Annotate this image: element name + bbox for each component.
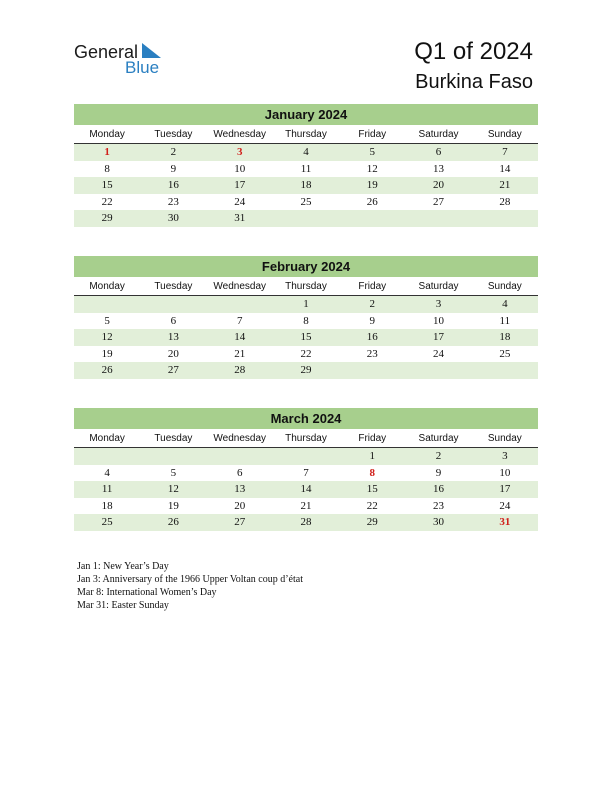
day-cell: 8	[303, 314, 309, 327]
day-cell: 29	[366, 516, 378, 528]
day-cell: 16	[167, 179, 179, 191]
day-cell: 12	[167, 483, 179, 495]
day-cell: 15	[366, 483, 378, 495]
day-cell: 13	[167, 331, 179, 343]
day-cell: 10	[234, 162, 246, 175]
weekday-label: Monday	[89, 281, 125, 292]
weekday-label: Saturday	[418, 281, 459, 292]
month-title: March 2024	[74, 408, 538, 429]
weekday-label: Monday	[89, 129, 125, 140]
day-cell: 19	[167, 499, 179, 512]
day-cell: 28	[499, 195, 511, 208]
brand-logo	[74, 40, 184, 80]
day-cell	[140, 296, 206, 313]
day-cell: 27	[433, 195, 445, 208]
weekday-label: Thursday	[285, 281, 327, 292]
day-cell: 15	[300, 331, 312, 343]
day-cell: 14	[300, 483, 312, 495]
day-cell: 15	[101, 179, 113, 191]
week-row	[74, 296, 538, 313]
logo-triangle-icon	[142, 43, 162, 59]
day-cell: 19	[366, 179, 378, 191]
day-cell: 18	[499, 331, 511, 343]
day-cell	[405, 362, 471, 379]
day-cell: 23	[366, 347, 378, 360]
day-cell: 21	[234, 347, 246, 360]
day-cell: 22	[366, 499, 378, 512]
logo-general-text: General	[74, 42, 139, 62]
day-cell: 8	[104, 162, 110, 175]
day-cell: 23	[167, 195, 179, 208]
day-cell: 12	[101, 331, 113, 343]
weekday-label: Sunday	[487, 281, 522, 292]
day-cell: 11	[300, 162, 312, 175]
week-row	[74, 498, 538, 515]
day-cell: 18	[101, 499, 113, 512]
week-row	[74, 210, 538, 227]
day-cell: 7	[236, 314, 243, 327]
week-row	[74, 161, 538, 178]
day-cell: 16	[433, 483, 445, 495]
day-cell: 16	[366, 331, 378, 343]
weekday-label: Friday	[358, 281, 387, 292]
day-cell: 3	[502, 450, 508, 462]
week-row	[74, 481, 538, 498]
day-cell: 3	[435, 298, 442, 310]
day-cell: 14	[234, 331, 246, 343]
weekday-label: Wednesday	[213, 129, 267, 140]
day-cell: 13	[433, 162, 445, 175]
week-row	[74, 448, 538, 465]
day-cell: 20	[433, 179, 445, 191]
day-cell: 4	[303, 146, 309, 158]
day-cell: 5	[369, 146, 376, 158]
week-row	[74, 144, 538, 161]
day-cell: 9	[435, 466, 442, 479]
day-cell	[74, 296, 140, 313]
day-cell: 27	[234, 516, 246, 528]
day-cell: 26	[366, 195, 378, 208]
week-row	[74, 346, 538, 363]
day-cell: 29	[101, 212, 113, 224]
day-cell: 7	[502, 146, 508, 158]
day-cell: 22	[101, 195, 113, 208]
weekday-label: Saturday	[418, 129, 459, 140]
day-cell: 27	[167, 364, 179, 376]
weekday-header-row	[74, 277, 538, 296]
day-cell: 25	[101, 516, 113, 528]
day-cell	[472, 210, 538, 227]
weekday-label: Sunday	[487, 433, 522, 444]
holiday-note: Mar 31: Easter Sunday	[77, 600, 169, 611]
day-cell: 5	[104, 314, 110, 327]
weekday-label: Tuesday	[154, 433, 193, 444]
day-cell: 6	[236, 466, 243, 479]
day-cell: 24	[499, 499, 511, 512]
weekday-label: Wednesday	[213, 281, 267, 292]
logo-blue-text: Blue	[125, 58, 160, 77]
day-cell: 31	[234, 212, 246, 224]
day-cell: 6	[170, 314, 177, 327]
day-cell	[273, 448, 339, 465]
day-cell	[405, 210, 471, 227]
holiday-note: Jan 1: New Year’s Day	[77, 561, 169, 572]
weekday-label: Wednesday	[213, 433, 267, 444]
day-cell: 30	[167, 212, 179, 224]
day-cell: 7	[303, 466, 309, 479]
day-cell: 18	[300, 179, 312, 191]
week-row	[74, 514, 538, 531]
weekday-label: Friday	[358, 129, 387, 140]
weekday-label: Tuesday	[154, 281, 193, 292]
day-cell: 24	[433, 347, 445, 360]
day-cell: 17	[433, 331, 445, 343]
week-row	[74, 329, 538, 346]
day-cell: 26	[167, 516, 179, 528]
day-cell: 29	[300, 364, 312, 376]
day-cell: 21	[300, 499, 312, 512]
month-calendar-february	[74, 256, 538, 379]
weekday-header-row	[74, 429, 538, 448]
day-cell: 26	[101, 364, 113, 376]
day-cell: 9	[170, 162, 177, 175]
day-cell: 4	[502, 298, 508, 310]
day-cell: 2	[435, 450, 442, 462]
holiday-note: Jan 3: Anniversary of the 1966 Upper Voltan coup d’état	[77, 574, 303, 585]
day-cell: 17	[234, 179, 246, 191]
day-cell: 31	[499, 516, 511, 528]
day-cell: 30	[433, 516, 445, 528]
day-cell: 28	[234, 364, 246, 376]
day-cell: 11	[499, 314, 511, 327]
day-cell: 10	[499, 466, 511, 479]
day-cell: 20	[167, 347, 179, 360]
day-cell	[207, 296, 273, 313]
day-cell: 24	[234, 195, 246, 208]
holiday-note: Mar 8: International Women’s Day	[77, 587, 217, 598]
day-cell: 19	[101, 347, 113, 360]
day-cell: 25	[499, 347, 511, 360]
day-cell: 25	[300, 195, 312, 208]
day-cell	[273, 210, 339, 227]
day-cell	[207, 448, 273, 465]
day-cell: 22	[300, 347, 312, 360]
week-row	[74, 177, 538, 194]
week-row	[74, 313, 538, 330]
day-cell: 10	[433, 314, 445, 327]
day-cell: 4	[104, 466, 110, 479]
day-cell	[74, 448, 140, 465]
day-cell: 28	[300, 516, 312, 528]
day-cell: 9	[369, 314, 376, 327]
weekday-label: Thursday	[285, 129, 327, 140]
day-cell	[140, 448, 206, 465]
weekday-header-row	[74, 125, 538, 144]
weekday-label: Tuesday	[154, 129, 193, 140]
day-cell: 12	[366, 162, 378, 175]
day-cell: 17	[499, 483, 511, 495]
month-calendar-march	[74, 408, 538, 531]
month-calendar-january	[74, 104, 538, 227]
day-cell: 20	[234, 499, 246, 512]
week-row	[74, 194, 538, 211]
week-row	[74, 465, 538, 482]
month-title: February 2024	[74, 256, 538, 277]
day-cell: 14	[499, 162, 511, 175]
day-cell: 2	[369, 298, 376, 310]
week-row	[74, 362, 538, 379]
day-cell: 1	[369, 450, 376, 462]
month-title: January 2024	[74, 104, 538, 125]
weekday-label: Friday	[358, 433, 387, 444]
day-cell	[339, 210, 405, 227]
day-cell	[472, 362, 538, 379]
day-cell: 11	[101, 483, 113, 495]
country-name: Burkina Faso	[415, 71, 533, 93]
day-cell: 5	[170, 466, 177, 479]
day-cell: 1	[104, 146, 110, 158]
day-cell: 21	[499, 179, 511, 191]
page-title: Q1 of 2024	[414, 38, 533, 65]
day-cell	[339, 362, 405, 379]
day-cell: 6	[435, 146, 442, 158]
weekday-label: Saturday	[418, 433, 459, 444]
day-cell: 13	[234, 483, 246, 495]
weekday-label: Thursday	[285, 433, 327, 444]
day-cell: 3	[236, 146, 243, 158]
weekday-label: Sunday	[487, 129, 522, 140]
holiday-notes	[77, 560, 327, 612]
day-cell: 1	[303, 298, 309, 310]
day-cell: 2	[170, 146, 177, 158]
day-cell: 23	[433, 499, 445, 512]
weekday-label: Monday	[89, 433, 125, 444]
day-cell: 8	[369, 466, 376, 479]
